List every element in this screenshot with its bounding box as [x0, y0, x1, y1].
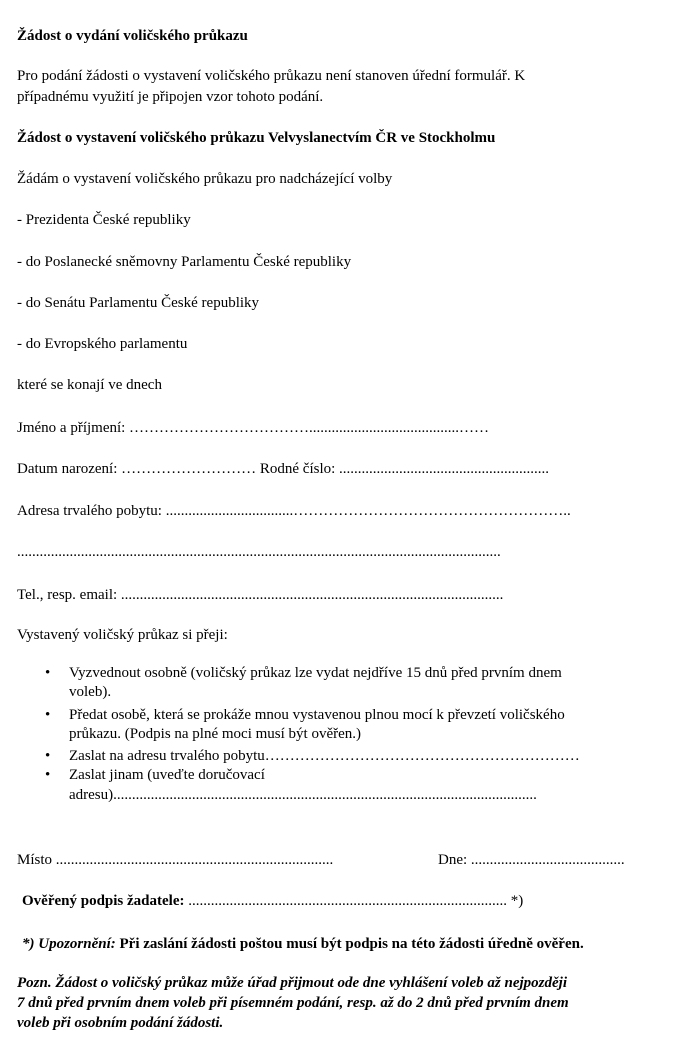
option-text: Předat osobě, která se prokáže mnou vystavenou plnou mocí k převzetí voličského [69, 707, 565, 723]
option-text: Vyzvednout osobně (voličský průkaz lze vydat nejdříve 15 dnů před prvním dnem [69, 665, 562, 681]
signature-label: Ověřený podpis žadatele: [22, 893, 185, 909]
bullet-icon: • [45, 748, 51, 764]
date-field[interactable]: Dne: ......................................... [438, 852, 625, 868]
bullet-icon: • [45, 767, 51, 783]
bullet-icon: • [45, 707, 51, 723]
option-text-continued: voleb). [69, 684, 112, 700]
form-subtitle: Žádost o vystavení voličského průkazu Velvyslanectvím ČR ve Stockholmu [17, 130, 496, 146]
intro-line-2: případnému využití je připojen vzor tohoto podání. [17, 89, 324, 105]
election-chamber-of-deputies[interactable]: - do Poslanecké sněmovny Parlamentu České republiky [17, 254, 352, 270]
request-text: Žádám o vystavení voličského průkazu pro nadcházející volby [17, 171, 393, 187]
option-text: Zaslat na adresu trvalého pobytu……………………………………………………… [69, 748, 580, 764]
footnote-line-1: Pozn. Žádost o voličský průkaz může úřad přijmout ode dne vyhlášení voleb až nejpozději [17, 975, 568, 991]
warning-note [22, 935, 584, 953]
signature-row[interactable] [22, 892, 523, 910]
footnote-line-3: voleb při osobním podání žádosti. [17, 1015, 224, 1031]
delivery-heading: Vystavený voličský průkaz si přeji: [17, 627, 228, 643]
election-dates-label: které se konají ve dnech [17, 377, 162, 393]
footnote-line-2: 7 dnů před prvním dnem voleb při písemném podání, resp. až do 2 dnů před prvním dnem [17, 995, 569, 1011]
footnote [17, 973, 687, 1033]
election-president[interactable]: - Prezidenta České republiky [17, 212, 191, 228]
option-text: Zaslat jinam (uveďte doručovací [69, 767, 265, 783]
option-text-continued: adresu)................................................................................................................. [69, 787, 537, 803]
birth-date-field[interactable]: Datum narození: ……………………… Rodné číslo: ........................................................ [17, 461, 550, 477]
bullet-icon: • [45, 665, 51, 681]
address-field[interactable]: Adresa trvalého pobytu: ..................................……………………………………………….. [17, 503, 571, 519]
name-field[interactable]: Jméno a příjmení: ………………………………........................................…… [17, 420, 490, 436]
place-field[interactable]: Místo .......................................................................... [17, 852, 334, 868]
option-text-continued: průkazu. (Podpis na plné moci musí být ověřen.) [69, 726, 362, 742]
warning-prefix: *) Upozornění: [22, 936, 116, 952]
election-senate[interactable]: - do Senátu Parlamentu České republiky [17, 295, 260, 311]
contact-field[interactable]: Tel., resp. email: ...................................................................................................... [17, 587, 504, 603]
election-european-parliament[interactable]: - do Evropského parlamentu [17, 336, 188, 352]
signature-line: ..................................................................................... *) [188, 893, 524, 909]
warning-text: Při zaslání žádosti poštou musí být podpis na této žádosti úředně ověřen. [119, 936, 584, 952]
document-title: Žádost o vydání voličského průkazu [17, 28, 248, 44]
address-continuation-field[interactable]: ................................................................................................................................. [17, 544, 501, 560]
intro-line-1: Pro podání žádosti o vystavení voličského průkazu není stanoven úřední formulář. K [17, 68, 526, 84]
